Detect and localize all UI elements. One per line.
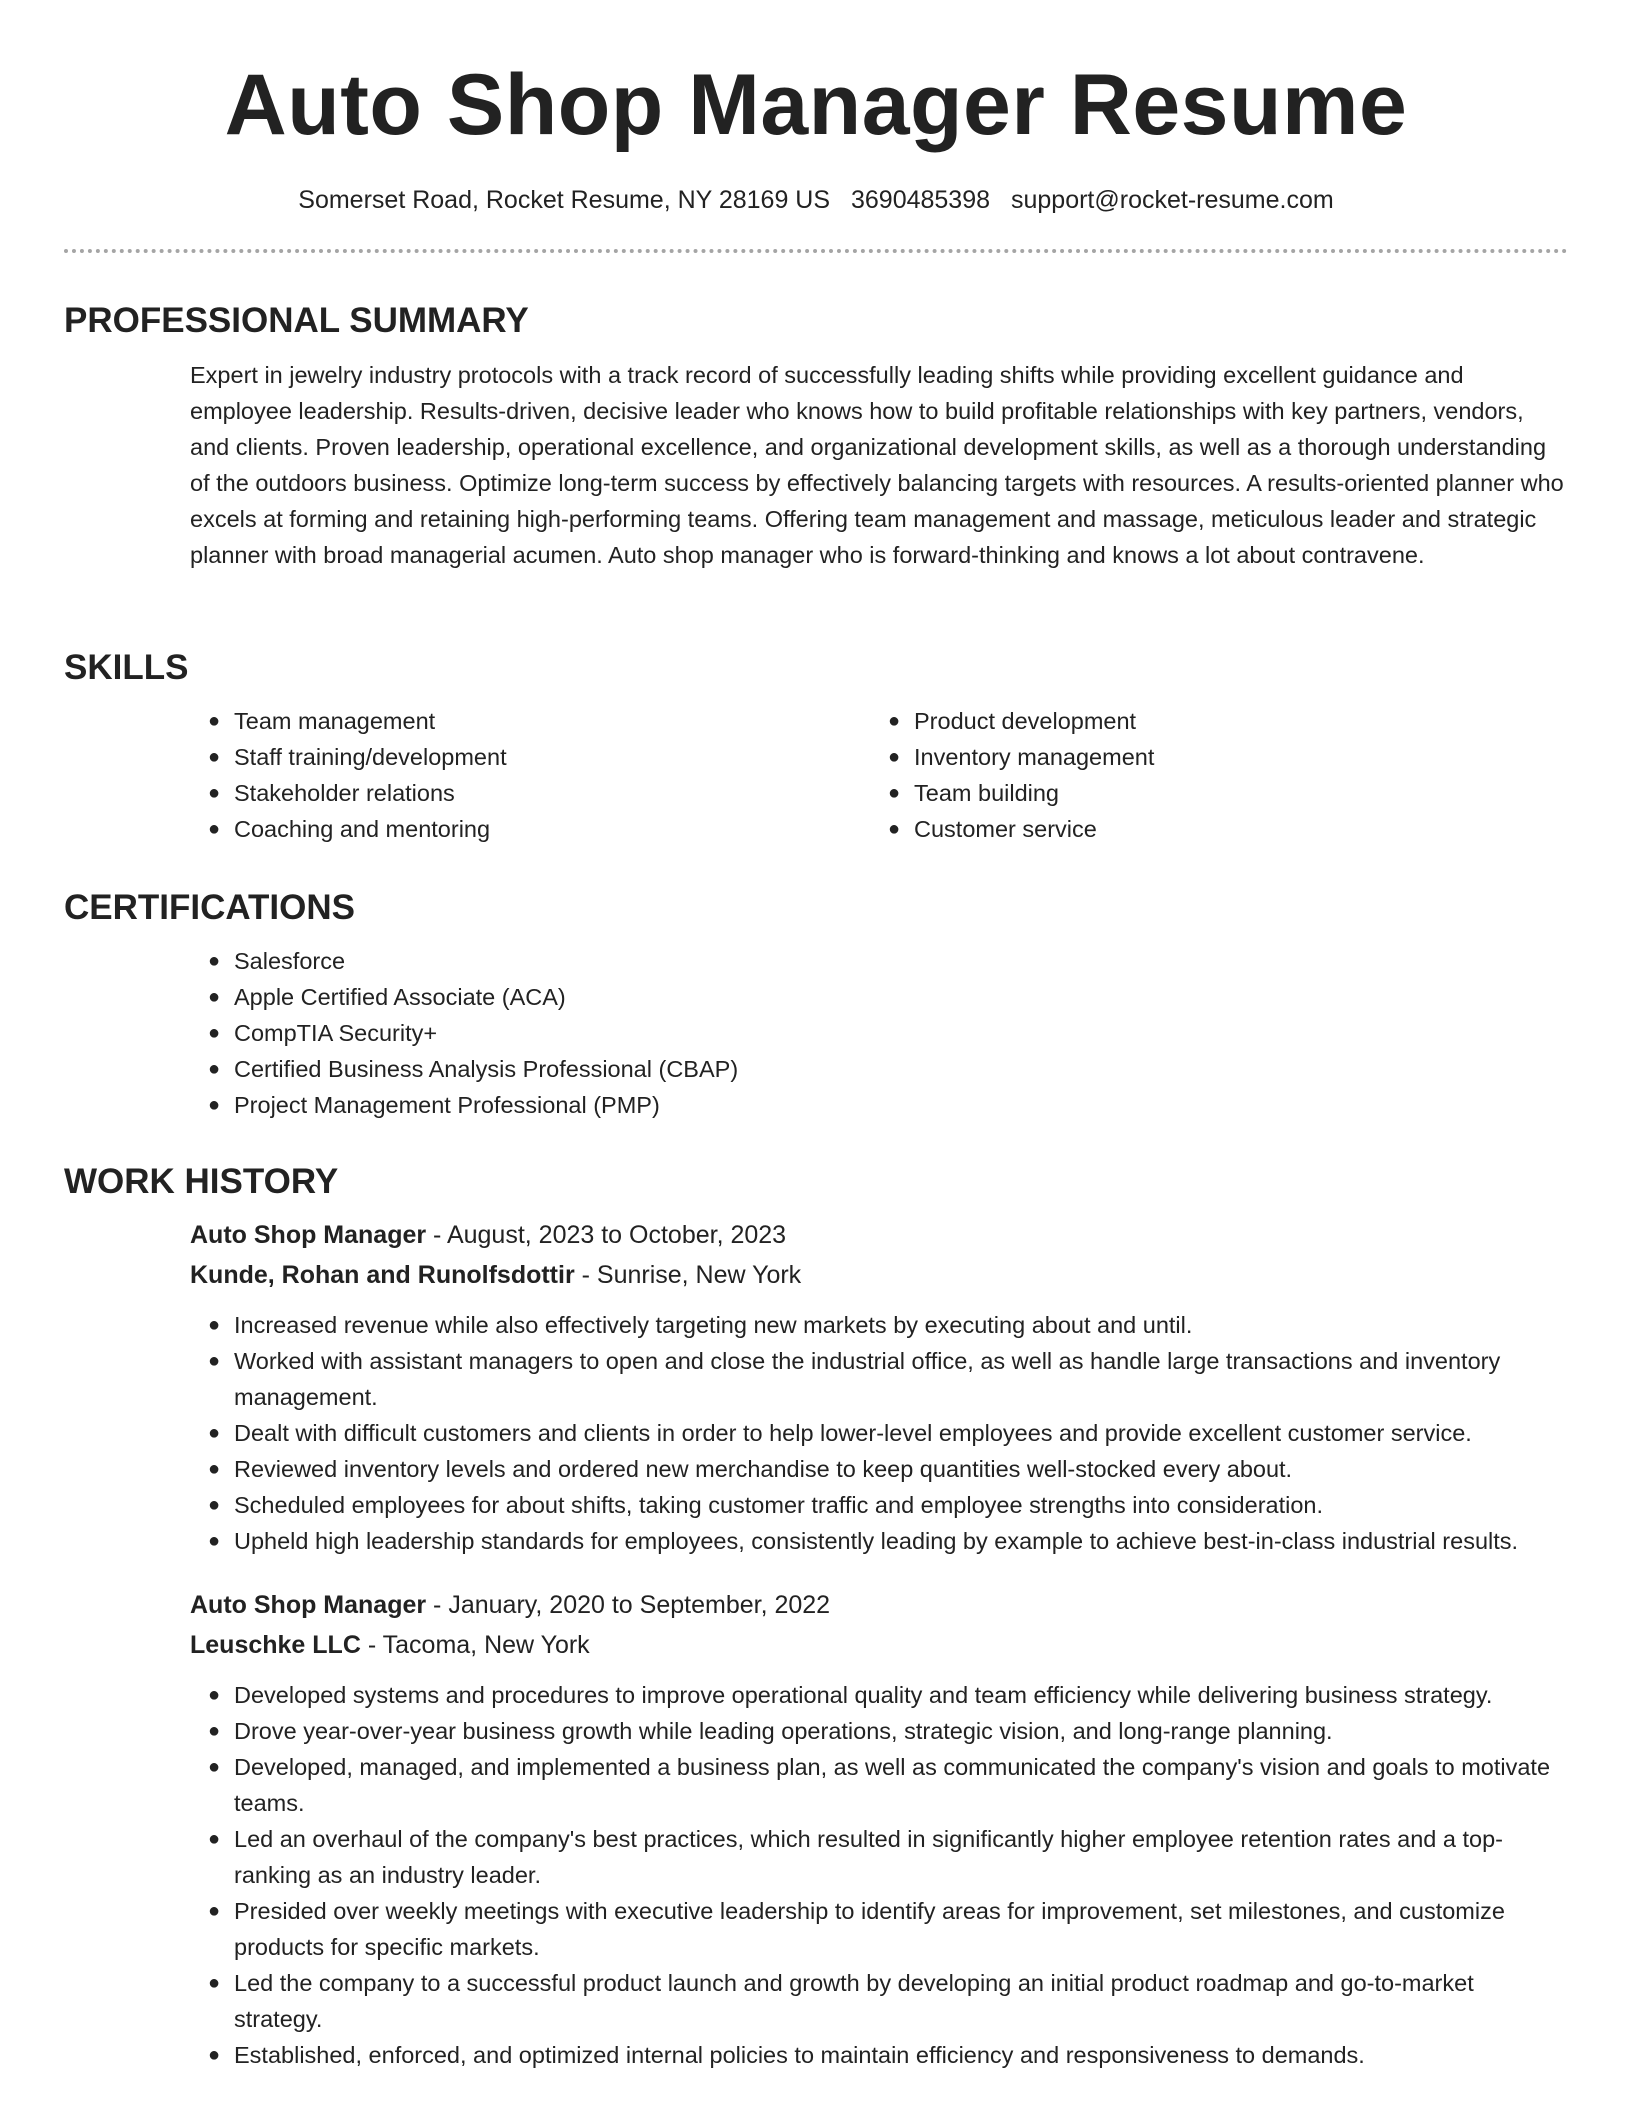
- job-bullets: [190, 1677, 1568, 2073]
- job-bullet: ● Drove year-over-year business growth while leading operations, strategic vision, and long-range planning.: [208, 1718, 1333, 1744]
- summary-section: [0, 303, 1632, 573]
- header-divider: [64, 249, 1568, 253]
- job-bullets: [190, 1307, 1568, 1559]
- job-bullet: ● Worked with assistant managers to open and close the industrial office, as well as handle large transactions and inventory management.: [208, 1348, 1501, 1410]
- contact-email: support@rocket-resume.com: [1010, 186, 1334, 214]
- skills-columns: [190, 703, 1568, 847]
- resume-title: Auto Shop Manager Resume: [224, 57, 1408, 153]
- skill-item: ● Inventory management: [888, 744, 1155, 770]
- job-bullet: ● Led an overhaul of the company's best practices, which resulted in significantly higher employee retention rates and a top-ranking as an industry leader.: [208, 1826, 1503, 1888]
- skill-item: ● Team building: [888, 780, 1060, 806]
- job-dates: - January, 2020 to September, 2022: [426, 1591, 831, 1619]
- skills-right-list: [870, 703, 1550, 847]
- job-location: - Sunrise, New York: [574, 1261, 802, 1289]
- job-bullet: ● Developed, managed, and implemented a business plan, as well as communicated the company's vision and goals to motivate teams.: [208, 1754, 1551, 1816]
- job-bullet: ● Scheduled employees for about shifts, taking customer traffic and employee strengths into consideration.: [208, 1492, 1324, 1518]
- job-bullet: ● Led the company to a successful product launch and growth by developing an initial product roadmap and go-to-market strategy.: [208, 1970, 1474, 2032]
- job-bullet: ● Upheld high leadership standards for employees, consistently leading by example to achieve best-in-class industrial results.: [208, 1528, 1519, 1554]
- job-company-line: [190, 1625, 1632, 1665]
- job-bullet: ● Increased revenue while also effectively targeting new markets by executing about and until.: [208, 1312, 1193, 1338]
- certifications-section: [0, 890, 1632, 1123]
- summary-heading: PROFESSIONAL SUMMARY: [64, 301, 529, 340]
- job-bullet: ● Established, enforced, and optimized internal policies to maintain efficiency and responsiveness to demands.: [208, 2042, 1365, 2068]
- certification-item: ● Certified Business Analysis Professional (CBAP): [208, 1056, 739, 1082]
- contact-line: [0, 186, 1632, 215]
- skill-item: ● Team management: [208, 708, 436, 734]
- certification-item: ● CompTIA Security+: [208, 1020, 438, 1046]
- job-dates: - August, 2023 to October, 2023: [426, 1221, 787, 1249]
- certification-item: ● Project Management Professional (PMP): [208, 1092, 660, 1118]
- work-history-section: [0, 1164, 1632, 2073]
- work-history-heading: WORK HISTORY: [64, 1162, 339, 1201]
- job-bullet: ● Dealt with difficult customers and clients in order to help lower-level employees and provide excellent customer service.: [208, 1420, 1472, 1446]
- job-title-line: [190, 1215, 1632, 1255]
- job-company: Kunde, Rohan and Runolfsdottir: [190, 1261, 575, 1289]
- certifications-heading: CERTIFICATIONS: [64, 888, 356, 927]
- skills-section: [0, 650, 1632, 847]
- job-company-line: [190, 1255, 1632, 1295]
- job-company: Leuschke LLC: [190, 1631, 361, 1659]
- job-entry: [0, 1215, 1632, 1559]
- job-bullet: ● Developed systems and procedures to improve operational quality and team efficiency while delivering business strategy.: [208, 1682, 1493, 1708]
- job-bullet: ● Reviewed inventory levels and ordered new merchandise to keep quantities well-stocked every about.: [208, 1456, 1293, 1482]
- skill-item: ● Stakeholder relations: [208, 780, 455, 806]
- skill-item: ● Staff training/development: [208, 744, 507, 770]
- skills-heading: SKILLS: [64, 648, 189, 687]
- contact-phone: 3690485398: [850, 186, 991, 214]
- skill-item: ● Coaching and mentoring: [208, 816, 491, 842]
- skills-left-list: [190, 703, 870, 847]
- skill-item: ● Customer service: [888, 816, 1097, 842]
- certification-item: ● Apple Certified Associate (ACA): [208, 984, 566, 1010]
- job-bullet: ● Presided over weekly meetings with executive leadership to identify areas for improvement, set milestones, and customize products for specific markets.: [208, 1898, 1505, 1960]
- skill-item: ● Product development: [888, 708, 1137, 734]
- job-title: Auto Shop Manager: [190, 1221, 427, 1249]
- certification-item: ● Salesforce: [208, 948, 346, 974]
- contact-address: Somerset Road, Rocket Resume, NY 28169 US: [298, 186, 831, 214]
- job-entry: [0, 1585, 1632, 2073]
- job-location: - Tacoma, New York: [360, 1631, 590, 1659]
- summary-text: Expert in jewelry industry protocols with a track record of successfully leading shifts while providing excellent guidance and employee leadership. Results-driven, decisive leader who knows how to build profitable relationships with key partners, vendors, and clients. Proven leadership, operational excellence, and organizational development skills, as well as a thorough understanding of the outdoors business. Optimize long-term success by effectively balancing targets with resources. A results-oriented planner who excels at forming and retaining high-performing teams. Offering team management and massage, meticulous leader and strategic planner with broad managerial acumen. Auto shop manager who is forward-thinking and knows a lot about contravene.: [190, 362, 1564, 568]
- job-title-line: [190, 1585, 1632, 1625]
- job-title: Auto Shop Manager: [190, 1591, 427, 1619]
- certifications-list: [190, 943, 1568, 1123]
